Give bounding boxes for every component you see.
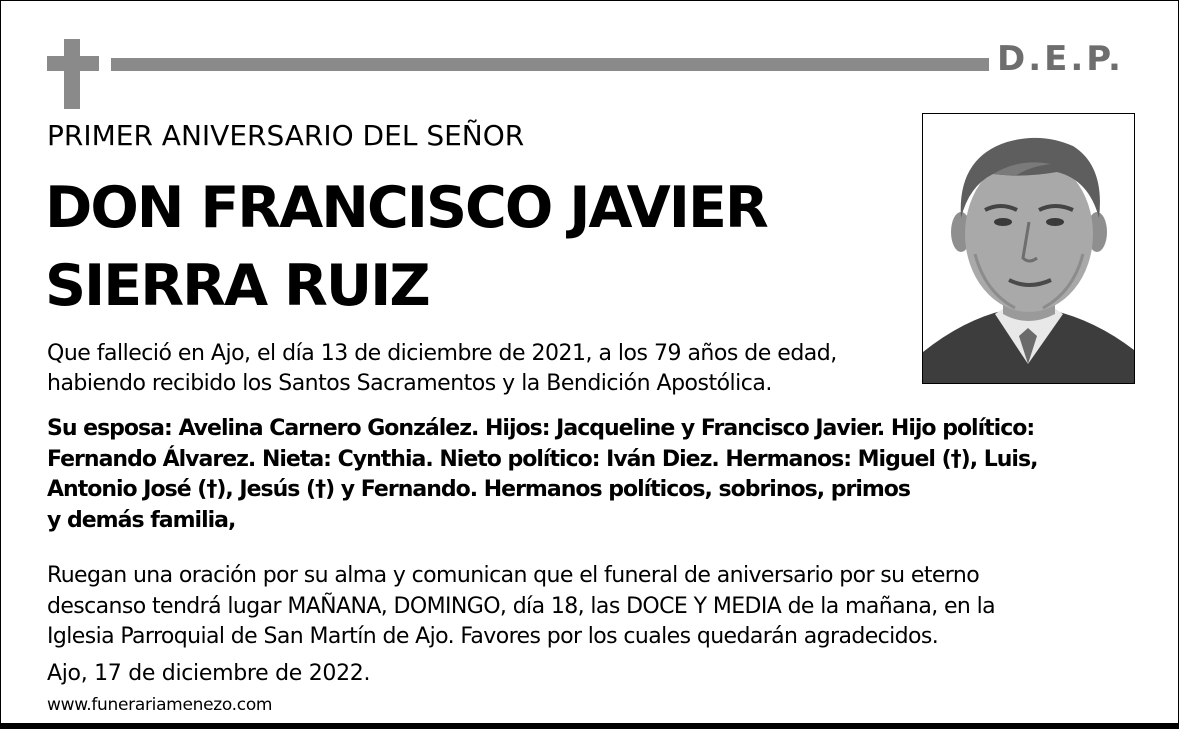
family-list (47, 414, 1147, 536)
deceased-photo (922, 113, 1135, 384)
cross-icon (47, 39, 99, 109)
family-line: y demás familia, (47, 507, 236, 533)
death-details-line: habiendo recibido los Santos Sacramentos y la Bendición Apostólica. (47, 371, 772, 396)
family-line: Fernando Álvarez. Nieta: Cynthia. Nieto político: Iván Diez. Hermanos: Miguel (†), Luis, (47, 446, 1038, 472)
header-rule (111, 58, 989, 71)
place-and-date: Ajo, 17 de diciembre de 2022. (47, 661, 371, 686)
notice-subtitle: PRIMER ANIVERSARIO DEL SEÑOR (47, 119, 525, 152)
funeral-request-line: descanso tendrá lugar MAÑANA, DOMINGO, día 18, las DOCE Y MEDIA de la mañana, en la (47, 593, 996, 619)
death-details-line: Que falleció en Ajo, el día 13 de diciembre de 2021, a los 79 años de edad, (47, 341, 837, 366)
funeral-request-line: Iglesia Parroquial de San Martín de Ajo. Favores por los cuales quedarán agradecidos. (47, 624, 939, 649)
family-line: Su esposa: Avelina Carnero González. Hijos: Jacqueline y Francisco Javier. Hijo político: (47, 416, 1035, 441)
family-line: Antonio José (†), Jesús (†) y Fernando. Hermanos políticos, sobrinos, primos (47, 477, 910, 502)
dep-label: D.E.P. (997, 39, 1124, 79)
death-details (47, 339, 907, 399)
funeral-request-line: Ruegan una oración por su alma y comunican que el funeral de aniversario por su eterno (47, 563, 980, 588)
funeral-request (47, 561, 1147, 653)
deceased-name-line: SIERRA RUIZ (45, 253, 429, 319)
deceased-name (45, 169, 767, 325)
website-link[interactable]: www.funerariamenezo.com (47, 695, 273, 715)
deceased-name-line: DON FRANCISCO JAVIER (45, 175, 767, 241)
